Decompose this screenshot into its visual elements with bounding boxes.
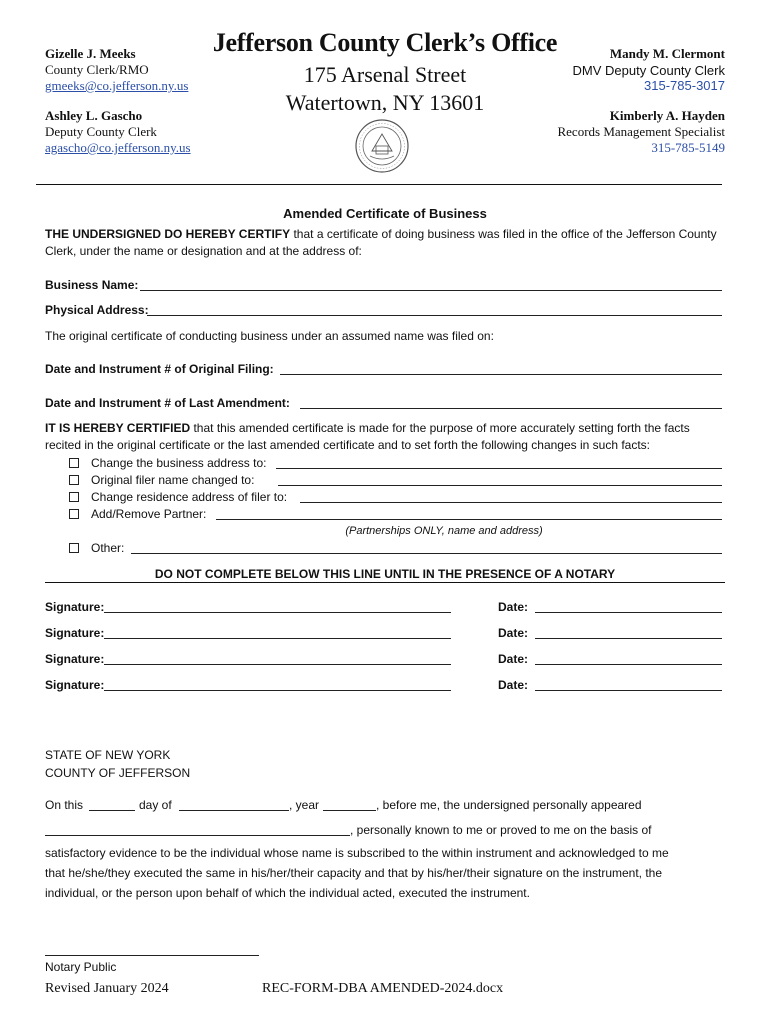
- notary-para-line3: that he/she/they executed the same in his/her/their capacity and that by his/her/their signature on the instrument, the: [45, 866, 663, 880]
- notary-public-label: Notary Public: [45, 960, 117, 974]
- day-field[interactable]: [89, 810, 135, 811]
- deputy-name: Ashley L. Gascho: [45, 108, 143, 123]
- deputy-title: Deputy County Clerk: [45, 124, 157, 139]
- change-address-checkbox[interactable]: [69, 458, 79, 468]
- county-seal-icon: [354, 118, 410, 174]
- signature-date-label: Date:: [498, 626, 529, 640]
- change-address-label: Change the business address to:: [91, 456, 267, 470]
- certified-bold-text: IT IS HEREBY CERTIFIED: [45, 421, 191, 435]
- signature-date-label: Date:: [498, 600, 529, 614]
- physical-address-field[interactable]: [147, 315, 722, 316]
- dmv-deputy-name: Mandy M. Clermont: [609, 46, 725, 61]
- certify-paragraph: [45, 226, 735, 260]
- before-me-text: , before me, the undersigned personally appeared: [376, 798, 642, 812]
- partner-note: (Partnerships ONLY, name and address): [345, 525, 543, 537]
- office-title: Jefferson County Clerk’s Office: [212, 28, 558, 57]
- clerk-email-link[interactable]: gmeeks@co.jefferson.ny.us: [45, 78, 189, 93]
- signature-field[interactable]: [104, 690, 451, 691]
- records-specialist-title: Records Management Specialist: [557, 124, 725, 139]
- form-filename: REC-FORM-DBA AMENDED-2024.docx: [262, 981, 504, 996]
- notary-notice: DO NOT COMPLETE BELOW THIS LINE UNTIL IN THE PRESENCE OF A NOTARY: [154, 567, 616, 581]
- records-specialist-phone: 315-785-5149: [651, 140, 725, 155]
- date-last-amendment-field[interactable]: [300, 408, 722, 409]
- revised-date: Revised January 2024: [45, 981, 169, 996]
- signature-label: Signature:: [45, 600, 105, 614]
- physical-address-label: Physical Address:: [45, 303, 149, 317]
- dmv-deputy-phone: 315-785-3017: [644, 78, 725, 93]
- appeared-name-field[interactable]: [45, 835, 350, 836]
- signature-field[interactable]: [104, 638, 451, 639]
- day-of-text: day of: [139, 798, 172, 812]
- other-label: Other:: [91, 541, 125, 555]
- signature-label: Signature:: [45, 626, 105, 640]
- clerk-name: Gizelle J. Meeks: [45, 46, 136, 61]
- change-address-field[interactable]: [276, 468, 722, 469]
- known-text: , personally known to me or proved to me on the basis of: [350, 823, 652, 837]
- signature-date-label: Date:: [498, 652, 529, 666]
- signature-date-field[interactable]: [535, 690, 722, 691]
- certified-text: that this amended certificate is made for the purpose of more accurately setting forth the facts: [190, 421, 690, 435]
- other-field[interactable]: [131, 553, 722, 554]
- signature-label: Signature:: [45, 652, 105, 666]
- state-label: STATE OF NEW YORK: [45, 748, 171, 762]
- office-street: 175 Arsenal Street: [303, 62, 467, 87]
- signature-field[interactable]: [104, 612, 451, 613]
- filer-name-label: Original filer name changed to:: [91, 473, 255, 487]
- notary-para-line2: satisfactory evidence to be the individual whose name is subscribed to the within instrument and acknowledged to me: [45, 846, 669, 860]
- header-divider: [36, 184, 722, 185]
- signature-field[interactable]: [104, 664, 451, 665]
- filer-name-checkbox[interactable]: [69, 475, 79, 485]
- signature-date-label: Date:: [498, 678, 529, 692]
- notary-para-line4: individual, or the person upon behalf of which the individual acted, executed the instrument.: [45, 886, 530, 900]
- date-original-label: Date and Instrument # of Original Filing:: [45, 362, 274, 376]
- date-original-field[interactable]: [280, 374, 722, 375]
- residence-address-field[interactable]: [300, 502, 722, 503]
- original-filed-text: The original certificate of conducting business under an assumed name was filed on:: [45, 329, 494, 343]
- year-text: , year: [289, 798, 320, 812]
- certify-text-line2: Clerk, under the name or designation and at the address of:: [45, 244, 362, 258]
- certified-text-line2: recited in the original certificate or the last amended certificate and to set forth the following changes in such facts:: [45, 438, 650, 452]
- office-city: Watertown, NY 13601: [285, 90, 485, 115]
- on-this-text: On this: [45, 798, 84, 812]
- signature-date-field[interactable]: [535, 612, 722, 613]
- partner-checkbox[interactable]: [69, 509, 79, 519]
- records-specialist-name: Kimberly A. Hayden: [609, 108, 725, 123]
- residence-address-label: Change residence address of filer to:: [91, 490, 288, 504]
- notary-divider: [45, 582, 725, 583]
- certify-text: that a certificate of doing business was filed in the office of the Jefferson County: [290, 227, 717, 241]
- year-field[interactable]: [323, 810, 376, 811]
- business-name-label: Business Name:: [45, 278, 139, 292]
- partner-field[interactable]: [216, 519, 722, 520]
- deputy-email-link[interactable]: agascho@co.jefferson.ny.us: [45, 140, 191, 155]
- certify-bold-text: THE UNDERSIGNED DO HEREBY CERTIFY: [45, 227, 291, 241]
- other-checkbox[interactable]: [69, 543, 79, 553]
- dmv-deputy-title: DMV Deputy County Clerk: [572, 63, 725, 78]
- notary-signature-field[interactable]: [45, 955, 259, 956]
- signature-date-field[interactable]: [535, 638, 722, 639]
- county-label: COUNTY OF JEFFERSON: [45, 766, 191, 780]
- form-heading: Amended Certificate of Business: [283, 206, 487, 221]
- business-name-field[interactable]: [140, 290, 722, 291]
- residence-address-checkbox[interactable]: [69, 492, 79, 502]
- partner-label: Add/Remove Partner:: [91, 507, 207, 521]
- date-last-amendment-label: Date and Instrument # of Last Amendment:: [45, 396, 290, 410]
- signature-label: Signature:: [45, 678, 105, 692]
- month-field[interactable]: [179, 810, 289, 811]
- signature-date-field[interactable]: [535, 664, 722, 665]
- certified-paragraph: [45, 420, 735, 454]
- clerk-title: County Clerk/RMO: [45, 62, 149, 77]
- notary-paragraph: [45, 843, 735, 903]
- filer-name-field[interactable]: [278, 485, 722, 486]
